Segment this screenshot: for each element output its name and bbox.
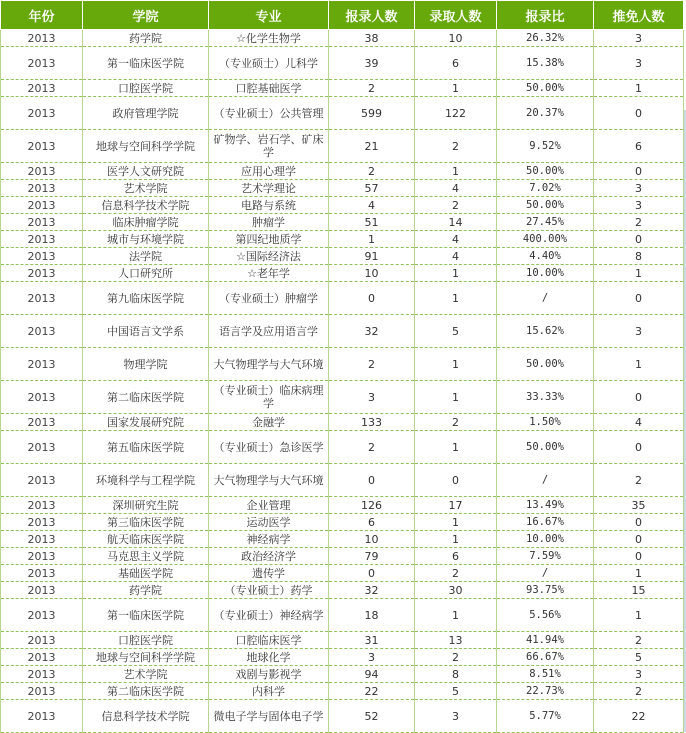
cell-admitted: 1 xyxy=(415,599,497,632)
cell-applicants: 6 xyxy=(329,514,415,531)
cell-ratio: 8.51% xyxy=(497,666,594,683)
cell-applicants: 79 xyxy=(329,548,415,565)
cell-school: 物理学院 xyxy=(83,348,209,381)
table-row xyxy=(1,163,684,180)
table-row xyxy=(1,599,684,632)
cell-year: 2013 xyxy=(1,231,83,248)
cell-school: 法学院 xyxy=(83,248,209,265)
table-row xyxy=(1,514,684,531)
cell-admitted: 6 xyxy=(415,47,497,80)
cell-ratio: 15.38% xyxy=(497,47,594,80)
table-row xyxy=(1,565,684,582)
cell-ratio: 20.37% xyxy=(497,97,594,130)
cell-year: 2013 xyxy=(1,180,83,197)
cell-exempt: 1 xyxy=(594,565,684,582)
cell-year: 2013 xyxy=(1,649,83,666)
cell-admitted: 1 xyxy=(415,163,497,180)
cell-admitted: 2 xyxy=(415,130,497,163)
header-school: 学院 xyxy=(83,1,209,30)
cell-school: 药学院 xyxy=(83,582,209,599)
cell-admitted: 4 xyxy=(415,248,497,265)
cell-exempt: 3 xyxy=(594,180,684,197)
table-row xyxy=(1,348,684,381)
cell-major: 应用心理学 xyxy=(209,163,329,180)
table-row xyxy=(1,548,684,565)
cell-exempt: 1 xyxy=(594,80,684,97)
cell-year: 2013 xyxy=(1,565,83,582)
cell-ratio: 4.40% xyxy=(497,248,594,265)
cell-school: 第二临床医学院 xyxy=(83,381,209,414)
cell-major: （专业硕士）肿瘤学 xyxy=(209,282,329,315)
cell-school: 药学院 xyxy=(83,30,209,47)
table-row xyxy=(1,431,684,464)
cell-school: 中国语言文学系 xyxy=(83,315,209,348)
cell-major: ☆国际经济法 xyxy=(209,248,329,265)
cell-year: 2013 xyxy=(1,80,83,97)
cell-year: 2013 xyxy=(1,431,83,464)
cell-admitted: 122 xyxy=(415,97,497,130)
cell-school: 城市与环境学院 xyxy=(83,231,209,248)
cell-exempt: 0 xyxy=(594,514,684,531)
table-row xyxy=(1,282,684,315)
cell-admitted: 5 xyxy=(415,315,497,348)
table-row xyxy=(1,248,684,265)
cell-major: 地球化学 xyxy=(209,649,329,666)
cell-year: 2013 xyxy=(1,683,83,700)
cell-admitted: 1 xyxy=(415,514,497,531)
cell-ratio: 9.52% xyxy=(497,130,594,163)
cell-ratio: 5.56% xyxy=(497,599,594,632)
cell-major: （专业硕士）儿科学 xyxy=(209,47,329,80)
cell-year: 2013 xyxy=(1,414,83,431)
cell-exempt: 0 xyxy=(594,381,684,414)
cell-school: 地球与空间科学学院 xyxy=(83,130,209,163)
table-row xyxy=(1,265,684,282)
cell-applicants: 3 xyxy=(329,381,415,414)
cell-ratio: 33.33% xyxy=(497,381,594,414)
cell-school: 地球与空间科学学院 xyxy=(83,649,209,666)
cell-major: 微电子学与固体电子学 xyxy=(209,700,329,733)
cell-admitted: 4 xyxy=(415,180,497,197)
cell-applicants: 2 xyxy=(329,431,415,464)
cell-applicants: 22 xyxy=(329,683,415,700)
cell-applicants: 52 xyxy=(329,700,415,733)
cell-school: 第九临床医学院 xyxy=(83,282,209,315)
cell-school: 第一临床医学院 xyxy=(83,599,209,632)
cell-school: 口腔医学院 xyxy=(83,80,209,97)
table-header-row xyxy=(1,1,684,30)
cell-applicants: 126 xyxy=(329,497,415,514)
cell-year: 2013 xyxy=(1,632,83,649)
cell-year: 2013 xyxy=(1,265,83,282)
table-row xyxy=(1,30,684,47)
cell-ratio: 26.32% xyxy=(497,30,594,47)
cell-applicants: 21 xyxy=(329,130,415,163)
cell-major: 矿物学、岩石学、矿床学 xyxy=(209,130,329,163)
cell-school: 第三临床医学院 xyxy=(83,514,209,531)
cell-admitted: 1 xyxy=(415,381,497,414)
cell-major: 语言学及应用语言学 xyxy=(209,315,329,348)
cell-year: 2013 xyxy=(1,130,83,163)
cell-school: 临床肿瘤学院 xyxy=(83,214,209,231)
cell-major: 企业管理 xyxy=(209,497,329,514)
cell-year: 2013 xyxy=(1,163,83,180)
cell-admitted: 1 xyxy=(415,282,497,315)
cell-exempt: 3 xyxy=(594,315,684,348)
cell-exempt: 1 xyxy=(594,265,684,282)
cell-year: 2013 xyxy=(1,282,83,315)
cell-admitted: 1 xyxy=(415,348,497,381)
header-ratio: 报录比 xyxy=(497,1,594,30)
cell-major: （专业硕士）神经病学 xyxy=(209,599,329,632)
cell-year: 2013 xyxy=(1,666,83,683)
table-body xyxy=(1,30,684,733)
cell-applicants: 18 xyxy=(329,599,415,632)
cell-ratio: 50.00% xyxy=(497,431,594,464)
cell-school: 第一临床医学院 xyxy=(83,47,209,80)
cell-ratio: 400.00% xyxy=(497,231,594,248)
cell-school: 人口研究所 xyxy=(83,265,209,282)
cell-admitted: 6 xyxy=(415,548,497,565)
cell-applicants: 38 xyxy=(329,30,415,47)
table-row xyxy=(1,97,684,130)
cell-exempt: 4 xyxy=(594,414,684,431)
table-row xyxy=(1,683,684,700)
cell-applicants: 32 xyxy=(329,315,415,348)
cell-major: （专业硕士）临床病理学 xyxy=(209,381,329,414)
cell-admitted: 1 xyxy=(415,265,497,282)
table-row xyxy=(1,414,684,431)
cell-applicants: 91 xyxy=(329,248,415,265)
cell-major: ☆化学生物学 xyxy=(209,30,329,47)
cell-admitted: 5 xyxy=(415,683,497,700)
cell-admitted: 0 xyxy=(415,464,497,497)
cell-major: 肿瘤学 xyxy=(209,214,329,231)
cell-applicants: 133 xyxy=(329,414,415,431)
cell-ratio: 50.00% xyxy=(497,163,594,180)
table-row xyxy=(1,464,684,497)
cell-admitted: 10 xyxy=(415,30,497,47)
header-major: 专业 xyxy=(209,1,329,30)
cell-major: 第四纪地质学 xyxy=(209,231,329,248)
cell-ratio: 1.50% xyxy=(497,414,594,431)
table-row xyxy=(1,649,684,666)
cell-major: 运动医学 xyxy=(209,514,329,531)
cell-ratio: 41.94% xyxy=(497,632,594,649)
cell-year: 2013 xyxy=(1,214,83,231)
table-row xyxy=(1,214,684,231)
cell-exempt: 22 xyxy=(594,700,684,733)
cell-applicants: 3 xyxy=(329,649,415,666)
cell-ratio: 66.67% xyxy=(497,649,594,666)
cell-admitted: 17 xyxy=(415,497,497,514)
cell-admitted: 3 xyxy=(415,700,497,733)
cell-school: 政府管理学院 xyxy=(83,97,209,130)
cell-exempt: 0 xyxy=(594,282,684,315)
cell-ratio: 93.75% xyxy=(497,582,594,599)
cell-year: 2013 xyxy=(1,599,83,632)
cell-exempt: 1 xyxy=(594,348,684,381)
cell-school: 航天临床医学院 xyxy=(83,531,209,548)
cell-ratio: 7.59% xyxy=(497,548,594,565)
cell-applicants: 31 xyxy=(329,632,415,649)
cell-year: 2013 xyxy=(1,47,83,80)
table-row xyxy=(1,666,684,683)
cell-major: 政治经济学 xyxy=(209,548,329,565)
cell-applicants: 2 xyxy=(329,80,415,97)
cell-applicants: 2 xyxy=(329,163,415,180)
cell-major: （专业硕士）急诊医学 xyxy=(209,431,329,464)
cell-school: 艺术学院 xyxy=(83,180,209,197)
cell-major: 大气物理学与大气环境 xyxy=(209,348,329,381)
cell-exempt: 1 xyxy=(594,599,684,632)
cell-ratio: 50.00% xyxy=(497,197,594,214)
cell-school: 医学人文研究院 xyxy=(83,163,209,180)
cell-year: 2013 xyxy=(1,514,83,531)
cell-applicants: 10 xyxy=(329,265,415,282)
cell-ratio: 10.00% xyxy=(497,265,594,282)
cell-admitted: 14 xyxy=(415,214,497,231)
cell-exempt: 0 xyxy=(594,97,684,130)
cell-admitted: 30 xyxy=(415,582,497,599)
cell-school: 环境科学与工程学院 xyxy=(83,464,209,497)
cell-ratio: 5.77% xyxy=(497,700,594,733)
table-row xyxy=(1,197,684,214)
cell-year: 2013 xyxy=(1,30,83,47)
table-row xyxy=(1,632,684,649)
cell-applicants: 1 xyxy=(329,231,415,248)
cell-ratio: / xyxy=(497,464,594,497)
table-row xyxy=(1,700,684,733)
cell-major: 大气物理学与大气环境 xyxy=(209,464,329,497)
cell-exempt: 3 xyxy=(594,47,684,80)
cell-school: 国家发展研究院 xyxy=(83,414,209,431)
cell-year: 2013 xyxy=(1,548,83,565)
table-row xyxy=(1,531,684,548)
cell-major: （专业硕士）公共管理 xyxy=(209,97,329,130)
cell-year: 2013 xyxy=(1,531,83,548)
cell-ratio: 13.49% xyxy=(497,497,594,514)
table-row xyxy=(1,180,684,197)
cell-major: 电路与系统 xyxy=(209,197,329,214)
cell-major: 金融学 xyxy=(209,414,329,431)
cell-major: 艺术学理论 xyxy=(209,180,329,197)
header-year: 年份 xyxy=(1,1,83,30)
cell-exempt: 15 xyxy=(594,582,684,599)
cell-school: 基础医学院 xyxy=(83,565,209,582)
cell-ratio: / xyxy=(497,565,594,582)
cell-major: 遗传学 xyxy=(209,565,329,582)
cell-exempt: 0 xyxy=(594,231,684,248)
cell-admitted: 2 xyxy=(415,649,497,666)
table-row xyxy=(1,315,684,348)
cell-applicants: 39 xyxy=(329,47,415,80)
cell-school: 艺术学院 xyxy=(83,666,209,683)
cell-ratio: 27.45% xyxy=(497,214,594,231)
cell-admitted: 1 xyxy=(415,80,497,97)
cell-exempt: 3 xyxy=(594,666,684,683)
cell-exempt: 2 xyxy=(594,464,684,497)
cell-applicants: 10 xyxy=(329,531,415,548)
cell-year: 2013 xyxy=(1,381,83,414)
cell-ratio: 22.73% xyxy=(497,683,594,700)
cell-exempt: 3 xyxy=(594,30,684,47)
cell-exempt: 8 xyxy=(594,248,684,265)
cell-admitted: 13 xyxy=(415,632,497,649)
cell-admitted: 8 xyxy=(415,666,497,683)
cell-exempt: 0 xyxy=(594,163,684,180)
cell-school: 口腔医学院 xyxy=(83,632,209,649)
cell-major: ☆老年学 xyxy=(209,265,329,282)
cell-admitted: 4 xyxy=(415,231,497,248)
cell-admitted: 1 xyxy=(415,431,497,464)
table-row xyxy=(1,381,684,414)
cell-exempt: 0 xyxy=(594,548,684,565)
cell-year: 2013 xyxy=(1,497,83,514)
cell-school: 马克思主义学院 xyxy=(83,548,209,565)
cell-ratio: 10.00% xyxy=(497,531,594,548)
cell-applicants: 57 xyxy=(329,180,415,197)
cell-school: 深圳研究生院 xyxy=(83,497,209,514)
cell-ratio: 16.67% xyxy=(497,514,594,531)
cell-applicants: 94 xyxy=(329,666,415,683)
cell-ratio: 7.02% xyxy=(497,180,594,197)
table-row xyxy=(1,80,684,97)
header-applicants: 报录人数 xyxy=(329,1,415,30)
cell-applicants: 0 xyxy=(329,464,415,497)
cell-ratio: 50.00% xyxy=(497,80,594,97)
cell-ratio: 50.00% xyxy=(497,348,594,381)
cell-applicants: 0 xyxy=(329,565,415,582)
cell-year: 2013 xyxy=(1,197,83,214)
cell-exempt: 6 xyxy=(594,130,684,163)
cell-school: 第五临床医学院 xyxy=(83,431,209,464)
cell-major: （专业硕士）药学 xyxy=(209,582,329,599)
table-row xyxy=(1,582,684,599)
header-admitted: 录取人数 xyxy=(415,1,497,30)
cell-applicants: 2 xyxy=(329,348,415,381)
cell-exempt: 2 xyxy=(594,214,684,231)
cell-applicants: 0 xyxy=(329,282,415,315)
cell-exempt: 0 xyxy=(594,431,684,464)
cell-year: 2013 xyxy=(1,700,83,733)
cell-major: 口腔基础医学 xyxy=(209,80,329,97)
cell-year: 2013 xyxy=(1,97,83,130)
table-row xyxy=(1,231,684,248)
cell-exempt: 35 xyxy=(594,497,684,514)
cell-applicants: 51 xyxy=(329,214,415,231)
cell-admitted: 2 xyxy=(415,197,497,214)
cell-exempt: 3 xyxy=(594,197,684,214)
table-row xyxy=(1,130,684,163)
cell-ratio: 15.62% xyxy=(497,315,594,348)
cell-school: 第二临床医学院 xyxy=(83,683,209,700)
cell-major: 神经病学 xyxy=(209,531,329,548)
cell-exempt: 5 xyxy=(594,649,684,666)
cell-exempt: 2 xyxy=(594,683,684,700)
table-row xyxy=(1,47,684,80)
cell-applicants: 4 xyxy=(329,197,415,214)
cell-year: 2013 xyxy=(1,315,83,348)
cell-exempt: 2 xyxy=(594,632,684,649)
cell-applicants: 32 xyxy=(329,582,415,599)
cell-major: 戏剧与影视学 xyxy=(209,666,329,683)
cell-school: 信息科学技术学院 xyxy=(83,197,209,214)
cell-major: 口腔临床医学 xyxy=(209,632,329,649)
cell-admitted: 1 xyxy=(415,531,497,548)
cell-year: 2013 xyxy=(1,248,83,265)
cell-applicants: 599 xyxy=(329,97,415,130)
cell-year: 2013 xyxy=(1,348,83,381)
header-exempt: 推免人数 xyxy=(594,1,684,30)
cell-ratio: / xyxy=(497,282,594,315)
cell-year: 2013 xyxy=(1,582,83,599)
cell-major: 内科学 xyxy=(209,683,329,700)
cell-admitted: 2 xyxy=(415,565,497,582)
cell-school: 信息科学技术学院 xyxy=(83,700,209,733)
cell-exempt: 0 xyxy=(594,531,684,548)
table-row xyxy=(1,497,684,514)
cell-year: 2013 xyxy=(1,464,83,497)
cell-admitted: 2 xyxy=(415,414,497,431)
